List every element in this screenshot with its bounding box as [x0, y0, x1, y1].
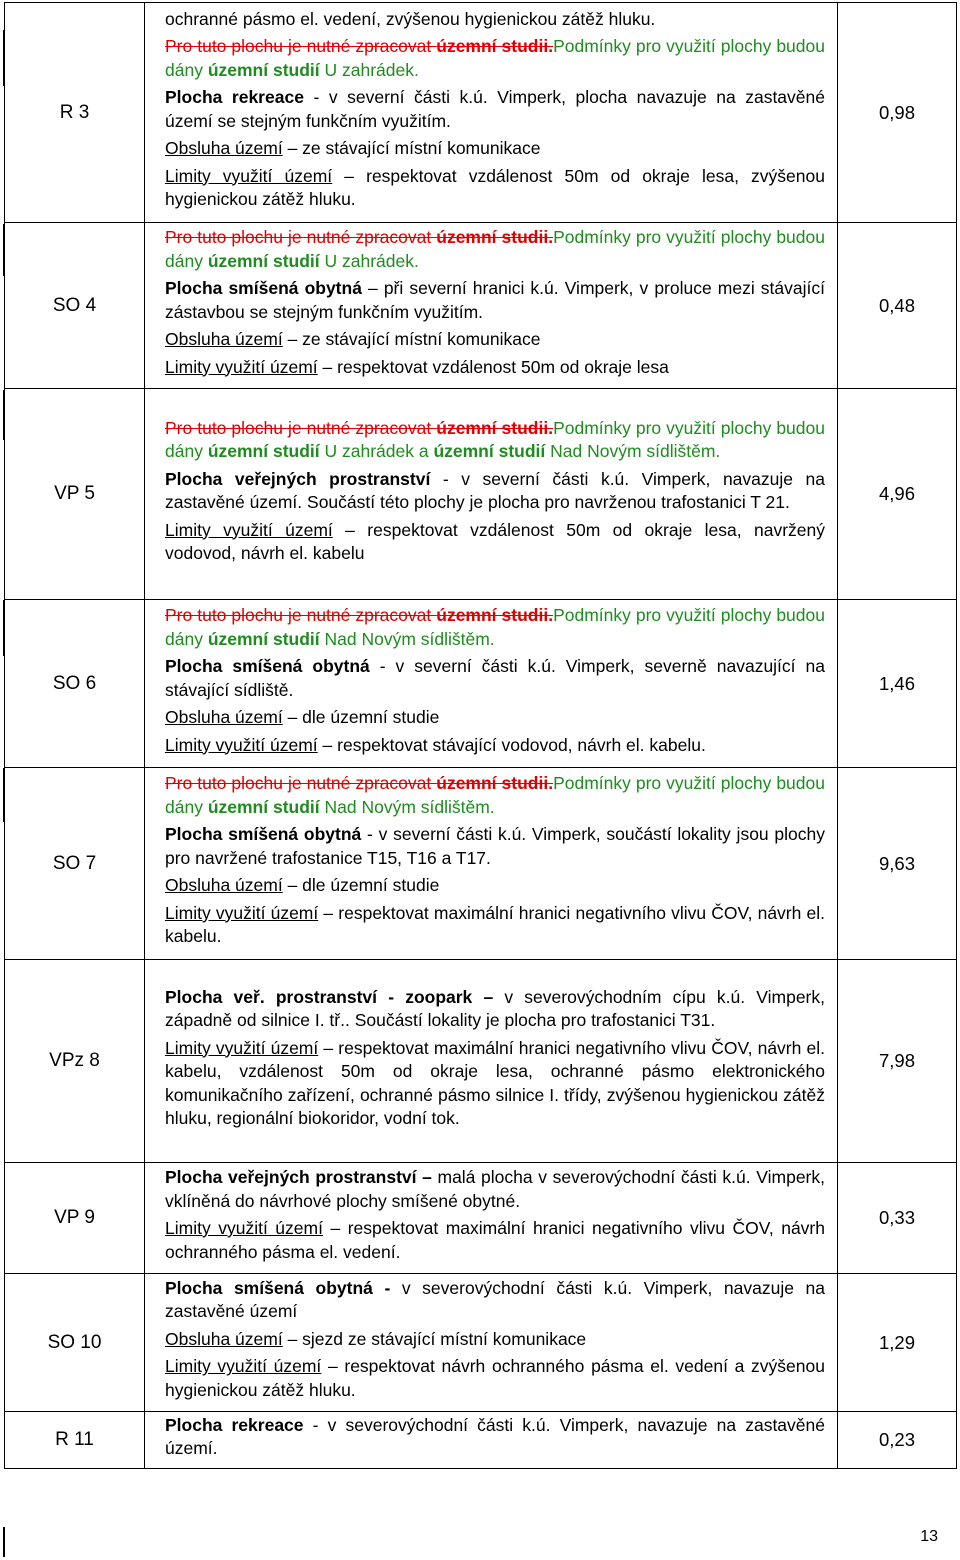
page-number: 13 [920, 1528, 938, 1545]
service-info: Obsluha území – dle územní studie [165, 875, 440, 896]
area-value: 7,98 [838, 960, 957, 1163]
plot-title: Plocha veř. prostranství - zoopark – v severovýchodním cípu k.ú. Vimperk, západně od silnice I. tř.. Součástí lokality je plocha pro trafostanici T31. [165, 986, 825, 1030]
area-value: 1,46 [838, 600, 957, 768]
table-row [5, 600, 957, 768]
area-code: R 11 [5, 1412, 145, 1469]
table-row [5, 223, 957, 389]
study-note: Pro tuto plochu je nutné zpracovat územní studii.Podmínky pro využití plochy budou dány územní studií Nad Novým sídlištěm. [165, 773, 825, 817]
plot-title: Plocha rekreace - v severní části k.ú. Vimperk, plocha navazuje na zastavěné území se stejným funkčním využitím. [165, 87, 825, 131]
area-value: 0,98 [838, 3, 957, 223]
area-code: SO 6 [5, 600, 145, 768]
table-row [5, 768, 957, 960]
table-row [5, 960, 957, 1163]
change-bar [3, 1527, 5, 1557]
limits-info: Limity využití území – respektovat maximální hranici negativního vlivu ČOV, návrh el. kabelu, vzdálenost 50m od okraje lesa, ochranné pásmo elektronického komunikačního zařízení, ochranné pásmo silnice I. třídy, zvýšenou hygienickou zátěž hluku, regionální biokoridor, vodní tok. [165, 1037, 825, 1128]
plot-title: Plocha smíšená obytná - v severovýchodní části k.ú. Vimperk, navazuje na zastavěné území [165, 1277, 825, 1322]
area-description [145, 3, 838, 223]
limits-info: Limity využití území – respektovat vzdálenost 50m od okraje lesa [165, 356, 669, 377]
plot-title: Plocha smíšená obytná – při severní hranici k.ú. Vimperk, v proluce mezi stávající zástavbou se stejným funkčním využitím. [165, 278, 825, 322]
study-note: Pro tuto plochu je nutné zpracovat územní studii.Podmínky pro využití plochy budou dány územní studií U zahrádek. [165, 227, 825, 271]
table-row [5, 1163, 957, 1274]
area-description [145, 1274, 838, 1412]
area-description [145, 960, 838, 1163]
table-row [5, 1412, 957, 1469]
area-value: 4,96 [838, 389, 957, 600]
change-bar [3, 600, 5, 656]
area-description [145, 223, 838, 389]
area-code: SO 4 [5, 223, 145, 389]
plot-title: Plocha veřejných prostranství – malá plocha v severovýchodní části k.ú. Vimperk, vklíněná do návrhové plochy smíšené obytné. [165, 1167, 825, 1211]
service-info: Obsluha území – ze stávající místní komunikace [165, 138, 541, 158]
table-row [5, 3, 957, 223]
table-row [5, 1274, 957, 1412]
plot-title: Plocha smíšená obytná - v severní části k.ú. Vimperk, součástí lokality jsou plochy pro navržené trafostanice T15, T16 a T17. [165, 824, 825, 868]
area-code: VP 5 [5, 389, 145, 600]
service-info: Obsluha území – dle územní studie [165, 707, 440, 727]
area-value: 0,23 [838, 1412, 957, 1469]
change-bar [3, 30, 5, 86]
change-bar [3, 224, 5, 276]
limits-info: Limity využití území – respektovat návrh ochranného pásma el. vedení a zvýšenou hygienickou zátěž hluku. [165, 1356, 825, 1400]
study-note: Pro tuto plochu je nutné zpracovat územní studii.Podmínky pro využití plochy budou dány územní studií Nad Novým sídlištěm. [165, 605, 825, 649]
study-note: Pro tuto plochu je nutné zpracovat územní studii.Podmínky pro využití plochy budou dány územní studií U zahrádek. [165, 36, 825, 80]
area-code: SO 7 [5, 768, 145, 960]
limits-info: Limity využití území – respektovat vzdálenost 50m od okraje lesa, navržený vodovod, návrh el. kabelu [165, 519, 825, 563]
table-row [5, 389, 957, 600]
area-value: 0,48 [838, 223, 957, 389]
area-code: VP 9 [5, 1163, 145, 1274]
area-description [145, 768, 838, 960]
change-bar [3, 768, 5, 822]
areas-table [4, 2, 957, 1469]
limits-info: Limity využití území – respektovat maximální hranici negativního vlivu ČOV, návrh el. kabelu. [165, 902, 825, 947]
area-value: 0,33 [838, 1163, 957, 1274]
pre-text: ochranné pásmo el. vedení, zvýšenou hygienickou zátěž hluku. [165, 8, 656, 29]
area-value: 1,29 [838, 1274, 957, 1412]
area-code: SO 10 [5, 1274, 145, 1412]
area-description [145, 1163, 838, 1274]
plot-title: Plocha veřejných prostranství - v severní části k.ú. Vimperk, navazuje na zastavěné území. Součástí této plochy je plocha pro navrženou trafostanici T 21. [165, 468, 825, 512]
plot-title: Plocha smíšená obytná - v severní části k.ú. Vimperk, severně navazující na stávající sídliště. [165, 656, 825, 700]
area-code: VPz 8 [5, 960, 145, 1163]
area-description [145, 389, 838, 600]
limits-info: Limity využití území – respektovat stávající vodovod, návrh el. kabelu. [165, 734, 706, 755]
area-description [145, 1412, 838, 1469]
area-value: 9,63 [838, 768, 957, 960]
limits-info: Limity využití území – respektovat maximální hranici negativního vlivu ČOV, návrh ochranného pásma el. vedení. [165, 1218, 825, 1262]
service-info: Obsluha území – ze stávající místní komunikace [165, 329, 541, 349]
service-info: Obsluha území – sjezd ze stávající místní komunikace [165, 1328, 587, 1349]
area-description [145, 600, 838, 768]
area-code: R 3 [5, 3, 145, 223]
study-note: Pro tuto plochu je nutné zpracovat územní studii.Podmínky pro využití plochy budou dány územní studií U zahrádek a územní studií Nad Novým sídlištěm. [165, 417, 825, 461]
plot-title: Plocha rekreace - v severovýchodní části k.ú. Vimperk, navazuje na zastavěné území. [165, 1414, 825, 1458]
limits-info: Limity využití území – respektovat vzdálenost 50m od okraje lesa, zvýšenou hygienickou zátěž hluku. [165, 165, 825, 209]
change-bar [3, 390, 5, 440]
